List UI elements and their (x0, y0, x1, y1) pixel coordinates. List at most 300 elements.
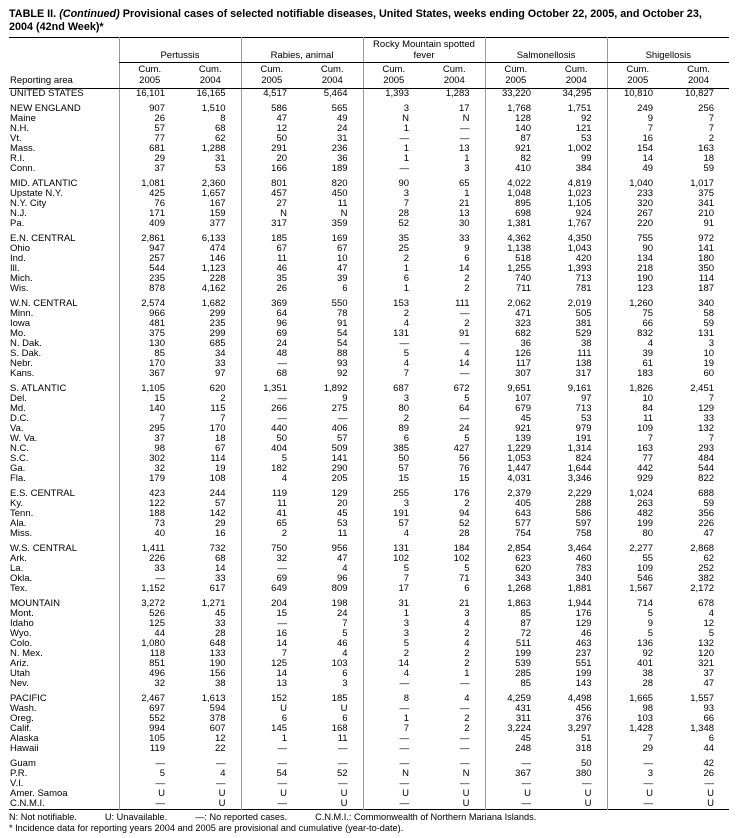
reporting-area-cell: Mont. (10, 608, 34, 619)
value-cell: 73 (119, 519, 180, 529)
value-cell: — (338, 413, 348, 424)
value-cell: — (241, 779, 302, 789)
value-cell: 1,826 (607, 384, 668, 394)
value-cell: 4 (363, 669, 424, 679)
reporting-area-cell: D.C. (10, 413, 29, 424)
value-cell: 343 (485, 574, 546, 584)
table-row (9, 609, 729, 619)
value-cell: 2 (363, 649, 424, 659)
value-cell: 13 (458, 208, 470, 219)
value-cell: — (119, 779, 180, 789)
value-cell: 1,152 (119, 584, 180, 594)
value-cell: 41 (241, 509, 302, 519)
reporting-area-cell: Upstate N.Y. (10, 188, 63, 199)
value-cell: 38 (607, 669, 668, 679)
value-cell: 31 (336, 133, 348, 144)
value-cell: 28 (214, 628, 226, 639)
value-cell: 552 (119, 714, 180, 724)
value-cell: 15 (119, 394, 180, 404)
value-cell: 55 (607, 554, 668, 564)
value-cell: 1,138 (485, 244, 546, 254)
value-cell: 956 (331, 543, 348, 554)
reporting-area-cell: Mo. (10, 328, 26, 339)
value-cell: 378 (209, 713, 226, 724)
column-header-cum-2004: Cum. 2004 (180, 63, 241, 89)
table-row (9, 414, 729, 424)
value-cell: 35 (241, 274, 302, 284)
value-cell: N (462, 768, 470, 779)
value-cell: 185 (241, 234, 302, 244)
column-header-cum-2005: Cum. 2005 (363, 63, 424, 89)
reporting-area-cell: P.R. (10, 768, 28, 779)
value-cell: 184 (453, 543, 470, 554)
reporting-area-cell: W. Va. (10, 433, 38, 444)
value-cell: 257 (119, 254, 180, 264)
value-cell: 68 (241, 369, 302, 379)
value-cell: 153 (363, 299, 424, 309)
value-cell: 3 (464, 608, 470, 619)
value-cell: U (241, 704, 302, 714)
value-cell: 623 (485, 554, 546, 564)
value-cell: 49 (336, 113, 348, 124)
value-cell: 6 (342, 283, 348, 294)
value-cell: 1 (363, 609, 424, 619)
value-cell: 457 (241, 189, 302, 199)
value-cell: 255 (363, 489, 424, 499)
value-cell: 34,295 (562, 88, 592, 99)
value-cell: 140 (485, 124, 546, 134)
value-cell: 5 (119, 769, 180, 779)
value-cell: 33,220 (485, 89, 546, 100)
value-cell: 39 (607, 349, 668, 359)
value-cell: 105 (119, 734, 180, 744)
value-cell: — (241, 759, 302, 769)
value-cell: 114 (698, 273, 715, 284)
value-cell: 3 (708, 338, 715, 349)
value-cell: 199 (575, 668, 592, 679)
value-cell: 3,297 (567, 723, 592, 734)
table-row (9, 284, 729, 294)
reporting-area-cell: S. ATLANTIC (10, 383, 67, 394)
table-row (9, 254, 729, 264)
table-row (9, 274, 729, 284)
value-cell: — (460, 413, 470, 424)
reporting-area-cell: Oreg. (10, 713, 34, 724)
value-cell: 1,567 (607, 584, 668, 594)
value-cell: 35 (363, 234, 424, 244)
reporting-area-cell: Ariz. (10, 658, 29, 669)
reporting-area-cell: C.N.M.I. (10, 798, 45, 809)
value-cell: 14 (458, 358, 470, 369)
value-cell: 311 (485, 714, 546, 724)
value-cell: 58 (703, 308, 715, 319)
value-cell: 5 (464, 563, 470, 574)
value-cell: — (363, 679, 424, 689)
value-cell: 125 (241, 659, 302, 669)
value-cell: 425 (119, 189, 180, 199)
table-row (9, 444, 729, 454)
value-cell: 1 (363, 144, 424, 154)
value-cell: 966 (119, 309, 180, 319)
value-cell: 141 (698, 243, 715, 254)
reporting-area-cell: Ala. (10, 518, 27, 529)
value-cell: 99 (580, 153, 592, 164)
value-cell: 4,350 (567, 233, 592, 244)
value-cell: 166 (241, 164, 302, 174)
value-cell: 48 (241, 349, 302, 359)
value-cell: 1 (241, 734, 302, 744)
value-cell: 979 (575, 423, 592, 434)
value-cell: 220 (607, 219, 668, 229)
value-cell: 1,123 (201, 263, 226, 274)
value-cell: 6 (464, 583, 470, 594)
value-cell: 62 (703, 553, 715, 564)
value-cell: 3 (342, 678, 348, 689)
column-header-cum-2005: Cum. 2005 (485, 63, 546, 89)
value-cell: 47 (336, 553, 348, 564)
reporting-area-cell: Colo. (10, 638, 33, 649)
value-cell: 24 (458, 423, 470, 434)
value-cell: 1 (464, 153, 470, 164)
reporting-area-cell: Guam (10, 758, 36, 769)
value-cell: 929 (607, 474, 668, 484)
value-cell: 97 (214, 368, 226, 379)
column-header-cum-2005: Cum. 2005 (607, 63, 668, 89)
value-cell: 1,288 (201, 143, 226, 154)
column-header-cum-2004: Cum. 2004 (302, 63, 363, 89)
table-row (9, 554, 729, 564)
table-row (9, 299, 729, 309)
value-cell: 120 (698, 648, 715, 659)
value-cell: 2,574 (119, 299, 180, 309)
value-cell: 5 (363, 349, 424, 359)
value-cell: 6 (363, 434, 424, 444)
value-cell: 1 (363, 124, 424, 134)
table-row (9, 209, 729, 219)
value-cell: U (340, 788, 348, 799)
value-cell: 14 (607, 154, 668, 164)
value-cell: 293 (698, 443, 715, 454)
value-cell: 994 (119, 724, 180, 734)
value-cell: 509 (331, 443, 348, 454)
value-cell: 122 (119, 499, 180, 509)
reporting-area-cell: V.I. (10, 778, 24, 789)
value-cell: 252 (698, 563, 715, 574)
value-cell: 2 (708, 133, 715, 144)
table-row (9, 219, 729, 229)
value-cell: 190 (607, 274, 668, 284)
value-cell: — (241, 744, 302, 754)
value-cell: 11 (337, 733, 348, 744)
value-cell: 69 (241, 574, 302, 584)
value-cell: — (363, 704, 424, 714)
value-cell: 3 (363, 189, 424, 199)
value-cell: 80 (363, 404, 424, 414)
value-cell: 204 (241, 599, 302, 609)
value-cell: 481 (119, 319, 180, 329)
value-cell: 1,268 (485, 584, 546, 594)
value-cell: 54 (336, 338, 348, 349)
value-cell: 77 (607, 454, 668, 464)
value-cell: 382 (698, 573, 715, 584)
legend-no-reported-cases: —: No reported cases. (195, 812, 288, 822)
value-cell: 85 (485, 679, 546, 689)
table-row (9, 349, 729, 359)
value-cell: 24 (336, 123, 348, 134)
value-cell: 518 (485, 254, 546, 264)
column-group-pertussis: Pertussis (119, 38, 241, 63)
value-cell: 85 (119, 349, 180, 359)
table-row (9, 124, 729, 134)
value-cell: 340 (698, 298, 715, 309)
value-cell: 98 (119, 444, 180, 454)
value-cell: 111 (455, 298, 470, 309)
value-cell: — (460, 743, 470, 754)
value-cell: 218 (607, 264, 668, 274)
value-cell: 947 (119, 244, 180, 254)
value-cell: 6 (342, 668, 348, 679)
value-cell: 67 (214, 443, 226, 454)
value-cell: 90 (607, 244, 668, 254)
reporting-area-cell: Idaho (10, 618, 34, 629)
value-cell: 94 (458, 508, 470, 519)
value-cell: 121 (575, 123, 592, 134)
value-cell: 42 (703, 758, 715, 769)
value-cell: 367 (485, 769, 546, 779)
value-cell: — (582, 778, 592, 789)
value-cell: 96 (241, 319, 302, 329)
value-cell: 732 (209, 543, 226, 554)
value-cell: 14 (363, 659, 424, 669)
value-cell: 91 (336, 318, 348, 329)
value-cell: 80 (607, 529, 668, 539)
reporting-area-cell: N.H. (10, 123, 29, 134)
value-cell: 620 (485, 564, 546, 574)
value-cell: 7 (363, 369, 424, 379)
value-cell: 750 (241, 544, 302, 554)
value-cell: 14 (241, 669, 302, 679)
notifiable-diseases-table (9, 37, 729, 810)
value-cell: 423 (119, 489, 180, 499)
value-cell: 4 (464, 618, 470, 629)
value-cell: 1,024 (607, 489, 668, 499)
value-cell: — (363, 339, 424, 349)
value-cell: 7 (607, 434, 668, 444)
value-cell: 1,040 (607, 179, 668, 189)
value-cell: 320 (607, 199, 668, 209)
value-cell: 9 (607, 114, 668, 124)
value-cell: 14 (458, 263, 470, 274)
value-cell: 7 (363, 574, 424, 584)
table-title-number: TABLE II. (9, 8, 57, 20)
table-title-continued: (Continued) (59, 8, 120, 20)
value-cell: 66 (607, 319, 668, 329)
table-row (9, 679, 729, 689)
value-cell: 19 (214, 463, 226, 474)
reporting-area-cell: Minn. (10, 308, 34, 319)
value-cell: 687 (363, 384, 424, 394)
value-cell: 233 (607, 189, 668, 199)
value-cell: 51 (580, 733, 592, 744)
value-cell: 474 (209, 243, 226, 254)
value-cell: 1,260 (607, 299, 668, 309)
value-cell: 47 (703, 678, 715, 689)
table-row (9, 434, 729, 444)
value-cell: 131 (698, 328, 715, 339)
value-cell: 317 (241, 219, 302, 229)
value-cell: 46 (336, 638, 348, 649)
value-cell: 2,229 (567, 488, 592, 499)
value-cell: 16 (241, 629, 302, 639)
reporting-area-cell: La. (10, 563, 24, 574)
value-cell: 32 (119, 464, 180, 474)
footnotes (9, 812, 729, 834)
value-cell: 1,613 (201, 693, 226, 704)
value-cell: 2,379 (485, 489, 546, 499)
table-title-text: Provisional cases of selected notifiable diseases, United States, weeks ending October 22, 2005, and October 23, 2004 (42nd Week)* (9, 8, 702, 33)
value-cell: 141 (331, 453, 348, 464)
value-cell: 321 (698, 658, 715, 669)
value-cell: 59 (703, 498, 715, 509)
value-cell: 550 (331, 298, 348, 309)
reporting-area-cell: N. Mex. (10, 648, 43, 659)
value-cell: 1,002 (567, 143, 592, 154)
value-cell: 60 (703, 368, 715, 379)
reporting-area-cell: N.Y. City (10, 198, 47, 209)
value-cell: 697 (119, 704, 180, 714)
value-cell: — (216, 758, 226, 769)
value-cell: 44 (703, 743, 715, 754)
value-cell: 136 (607, 639, 668, 649)
table-row (9, 359, 729, 369)
value-cell: U (218, 788, 226, 799)
value-cell: 89 (363, 424, 424, 434)
value-cell: 47 (241, 114, 302, 124)
value-cell: 2 (464, 648, 470, 659)
value-cell: — (460, 308, 470, 319)
value-cell: 75 (607, 309, 668, 319)
value-cell: 53 (336, 518, 348, 529)
reporting-area-cell: Kans. (10, 368, 35, 379)
value-cell: 740 (485, 274, 546, 284)
value-cell: 3 (607, 769, 668, 779)
value-cell: 189 (331, 163, 348, 174)
value-cell: 1,105 (567, 198, 592, 209)
value-cell: 18 (214, 433, 226, 444)
table-row (9, 509, 729, 519)
column-header-cum-2004: Cum. 2004 (546, 63, 607, 89)
value-cell: 381 (575, 318, 592, 329)
value-cell: — (363, 744, 424, 754)
value-cell: 92 (580, 113, 592, 124)
value-cell: 597 (575, 518, 592, 529)
value-cell: 64 (458, 403, 470, 414)
value-cell: — (460, 338, 470, 349)
table-row (9, 759, 729, 769)
value-cell: 620 (209, 383, 226, 394)
value-cell: 4,362 (485, 234, 546, 244)
reporting-area-cell: S.C. (10, 453, 29, 464)
value-cell: 356 (698, 508, 715, 519)
value-cell: 191 (363, 509, 424, 519)
value-cell: 198 (331, 598, 348, 609)
reporting-area-cell: Okla. (10, 573, 33, 584)
value-cell: 84 (607, 404, 668, 414)
value-cell: — (363, 134, 424, 144)
value-cell: 11 (241, 499, 302, 509)
value-cell: 672 (453, 383, 470, 394)
value-cell: 4 (464, 693, 470, 704)
value-cell: 16 (214, 528, 226, 539)
value-cell: 649 (241, 584, 302, 594)
value-cell: — (119, 759, 180, 769)
reporting-area-cell: E.S. CENTRAL (10, 488, 75, 499)
value-cell: 91 (458, 328, 470, 339)
value-cell: 205 (331, 473, 348, 484)
value-cell: — (460, 678, 470, 689)
value-cell: 380 (575, 768, 592, 779)
value-cell: 130 (119, 339, 180, 349)
value-cell: — (216, 778, 226, 789)
value-cell: 450 (331, 188, 348, 199)
value-cell: — (363, 734, 424, 744)
value-cell: 698 (485, 209, 546, 219)
value-cell: 7 (363, 724, 424, 734)
value-cell: 26 (119, 114, 180, 124)
value-cell: 405 (485, 499, 546, 509)
value-cell: 109 (607, 424, 668, 434)
table-row (9, 384, 729, 394)
value-cell: 67 (241, 244, 302, 254)
reporting-area-cell: Wis. (10, 283, 29, 294)
value-cell: N (241, 209, 302, 219)
value-cell: 924 (575, 208, 592, 219)
value-cell: 111 (577, 348, 592, 359)
value-cell: 678 (698, 598, 715, 609)
reporting-area-cell: Nev. (10, 678, 29, 689)
table-row (9, 779, 729, 789)
reporting-area-cell: S. Dak. (10, 348, 42, 359)
value-cell: 685 (209, 338, 226, 349)
value-cell: 64 (241, 309, 302, 319)
value-cell: 586 (575, 508, 592, 519)
value-cell: 36 (485, 339, 546, 349)
value-cell: 377 (209, 218, 226, 229)
value-cell: 471 (485, 309, 546, 319)
value-cell: 456 (575, 703, 592, 714)
value-cell: 318 (575, 743, 592, 754)
value-cell: 28 (607, 679, 668, 689)
value-cell: 180 (698, 253, 715, 264)
value-cell: 87 (485, 134, 546, 144)
value-cell: 77 (119, 134, 180, 144)
value-cell: 323 (485, 319, 546, 329)
value-cell: 103 (607, 714, 668, 724)
value-cell: 586 (241, 104, 302, 114)
value-cell: 544 (119, 264, 180, 274)
value-cell: 2 (464, 628, 470, 639)
value-cell: 33 (214, 358, 226, 369)
value-cell: — (363, 799, 424, 810)
value-cell: 33 (119, 564, 180, 574)
value-cell: 256 (698, 103, 715, 114)
table-row (9, 454, 729, 464)
value-cell: 235 (119, 274, 180, 284)
value-cell: 1 (363, 154, 424, 164)
value-cell: 3 (363, 629, 424, 639)
table-row (9, 144, 729, 154)
value-cell: 1,447 (485, 464, 546, 474)
